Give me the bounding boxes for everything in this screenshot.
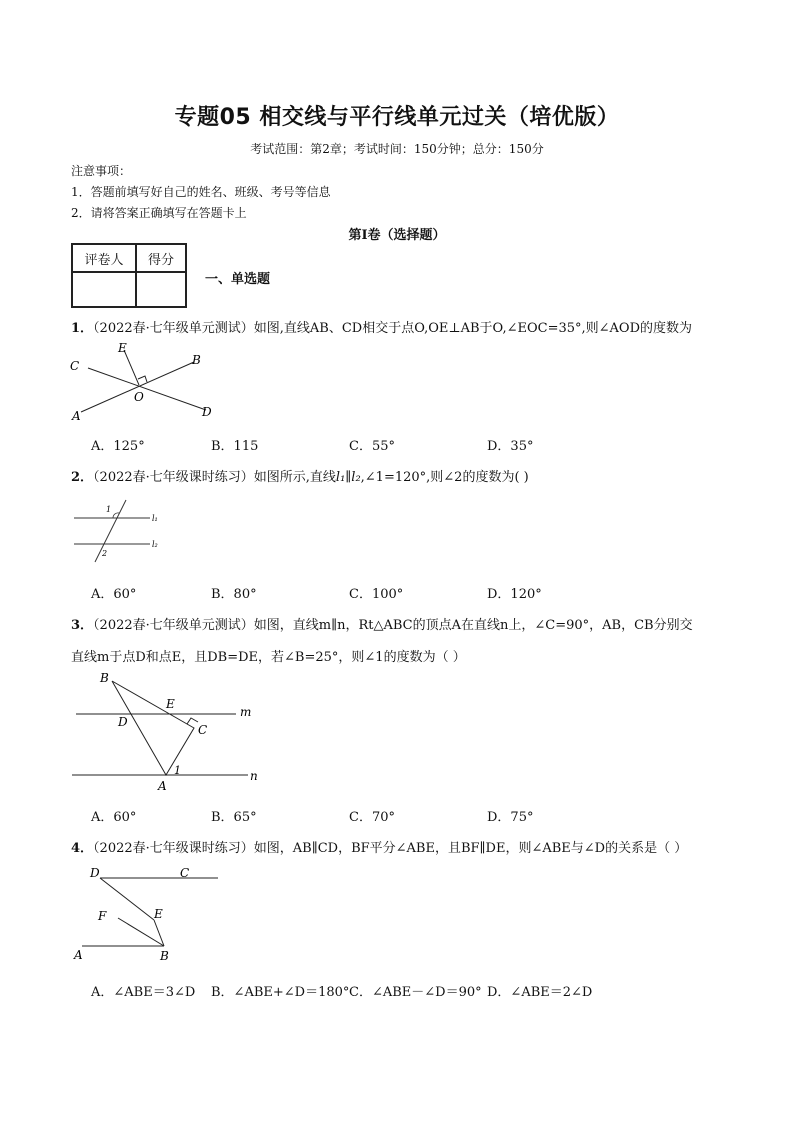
option-c[interactable]: C．∠ABE－∠D＝90° [349, 985, 482, 1000]
option-b[interactable]: B．65° [211, 810, 257, 825]
question-3-line-2: 直线m于点D和点E，且DB=DE，若∠B=25°，则∠1的度数为（ ） [71, 650, 466, 665]
fig-label: B [192, 353, 201, 367]
grader-cell [72, 272, 136, 307]
question-number: 4． [71, 841, 94, 856]
fig-label: C [180, 866, 190, 880]
fig-label: C [70, 359, 80, 373]
question-2 [71, 466, 529, 485]
fig-label: 2 [102, 549, 108, 558]
volume-title: 第Ⅰ卷（选择题） [348, 228, 446, 243]
page-title: 专题05 相交线与平行线单元过关（培优版） [174, 105, 620, 130]
question-4 [71, 837, 687, 856]
fig-label: 1 [174, 764, 181, 777]
option-a[interactable]: A．∠ABE＝3∠D [91, 985, 196, 1000]
option-d[interactable]: D．35° [487, 439, 534, 454]
question-text: （2022春·七年级课时练习）如图，AB∥CD，BF平分∠ABE，且BF∥DE，则∠ABE与∠D的关系是（ ） [93, 841, 688, 856]
question-text: （2022春·七年级单元测试）如图,直线AB、CD相交于点O,OE⊥AB于O,∠EOC=35°,则∠AOD的度数为 [93, 321, 692, 336]
fig-label: 1 [106, 505, 112, 514]
option-b[interactable]: B．80° [211, 587, 257, 602]
option-d[interactable]: D．75° [487, 810, 534, 825]
figure-q2 [68, 496, 178, 564]
section-heading: 一、单选题 [205, 272, 271, 287]
fig-label: E [118, 341, 127, 355]
question-text: （2022春·七年级单元测试）如图，直线m∥n，Rt△ABC的顶点A在直线n上，∠C=90°，AB，CB分别交 [93, 618, 693, 633]
fig-label: B [160, 949, 169, 963]
question-1 [71, 317, 692, 336]
fig-label: l₁ [152, 514, 158, 523]
question-text: ,∠1=120°,则∠2的度数为( ) [360, 470, 529, 485]
option-b[interactable]: B．115 [211, 439, 259, 454]
option-c[interactable]: C．100° [349, 587, 404, 602]
option-a[interactable]: A．125° [91, 439, 145, 454]
option-c[interactable]: C．70° [349, 810, 395, 825]
fig-label: E [154, 907, 163, 921]
fig-label: D [118, 715, 128, 729]
option-a[interactable]: A．60° [91, 587, 137, 602]
fig-label: D [202, 405, 212, 419]
question-number: 3． [71, 618, 94, 633]
fig-label: A [158, 779, 167, 793]
fig-label: A [74, 948, 83, 962]
figure-q3 [66, 668, 266, 794]
score-cell [136, 272, 186, 307]
fig-label: F [98, 909, 107, 923]
question-3 [71, 614, 693, 633]
notice-item: 2．请将答案正确填写在答题卡上 [71, 206, 247, 220]
notice-heading: 注意事项： [71, 164, 132, 178]
question-text: （2022春·七年级课时练习）如图所示,直线 [93, 470, 336, 485]
fig-label: B [100, 671, 109, 685]
figure-q1 [66, 338, 226, 424]
score-table [71, 243, 187, 308]
option-d[interactable]: D．120° [487, 587, 542, 602]
option-a[interactable]: A．60° [91, 810, 137, 825]
figure-q4 [68, 862, 228, 966]
question-math: l₁∥l₂ [335, 470, 361, 485]
question-number: 2． [71, 470, 94, 485]
fig-label: C [198, 723, 208, 737]
score-table-header: 评卷人 [72, 244, 136, 272]
fig-label: n [250, 769, 258, 783]
option-d[interactable]: D．∠ABE＝2∠D [487, 985, 593, 1000]
score-table-header: 得分 [136, 244, 186, 272]
fig-label: O [134, 390, 144, 404]
exam-info: 考试范围：第2章；考试时间：150分钟；总分：150分 [250, 142, 544, 156]
notice-item: 1．答题前填写好自己的姓名、班级、考号等信息 [71, 185, 331, 199]
fig-label: D [90, 866, 100, 880]
option-b[interactable]: B．∠ABE+∠D＝180° [211, 985, 350, 1000]
option-c[interactable]: C．55° [349, 439, 395, 454]
fig-label: l₂ [152, 540, 158, 549]
fig-label: A [72, 409, 81, 423]
fig-label: m [240, 705, 252, 719]
question-number: 1． [71, 321, 94, 336]
fig-label: E [166, 697, 175, 711]
